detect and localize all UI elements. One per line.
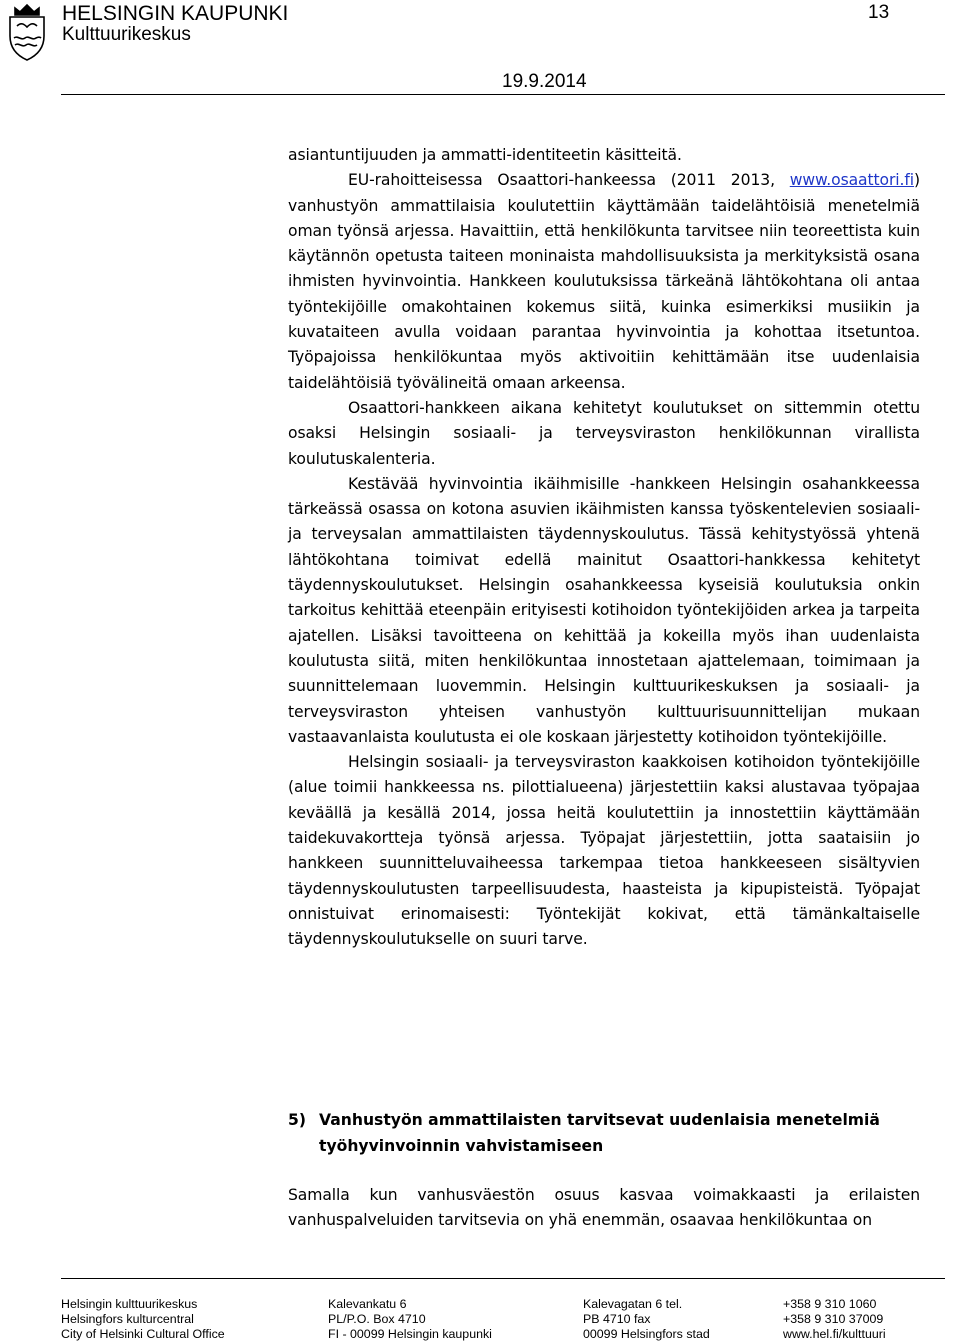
paragraph-training-calendar: Osaattori-hankkeen aikana kehitetyt koulutukset on sittemmin otettu osaksi Helsingin sosiaali- ja terveysviraston henkilökunnan virallista koulutuskalenteria. xyxy=(288,398,920,468)
footer-line: PL/P.O. Box 4710 xyxy=(328,1312,426,1326)
footer-fax: +358 9 310 37009 xyxy=(783,1312,884,1326)
osaattori-link[interactable]: www.osaattori.fi xyxy=(789,171,915,190)
paragraph-text: ) vanhustyön ammattilaisia koulutettiin käyttämään taidelähtöisiä menetelmiä oman työnsä arjessa. Havaittiin, että henkilökunta tarvitsee niin teoreettista kuin käytännön opetusta taiteen moninaista mahdollisuuksista ja merkityksistä osana ihmisten hyvinvointia. Hankkeen koulutuksissa tärkeänä lähtökohtana oli antaa työntekijöille omakohtainen kokemus siitä, kuinka esimerkiksi musiikin ja kuvataiteen avulla voidaan parantaa hyvinvointia ja kohottaa itsetuntoa. Työpajoissa henkilökuntaa myös aktivoitiin kehittämään itse uudenlaisia taidelähtöisiä työvälineitä omaan arkeensa. xyxy=(288,171,920,392)
footer-column-contact xyxy=(783,1297,886,1342)
footer-phone: +358 9 310 1060 xyxy=(783,1297,877,1311)
footer-column-address-fi xyxy=(328,1297,492,1342)
paragraph-osaattori xyxy=(288,168,920,396)
footer-divider xyxy=(61,1278,945,1279)
paragraph-continuation: asiantuntijuuden ja ammatti-identiteetin käsitteitä. xyxy=(288,146,682,164)
header-divider xyxy=(61,94,945,95)
section-text xyxy=(288,1183,920,1234)
paragraph-sustainable-wellbeing: Kestävää hyvinvointia ikäihmisille -hankkeen Helsingin osahankkeessa tärkeässä osassa on kotona asuvien ikäihmisten kanssa työskentelevien sosiaali- ja terveysalan ammattilaisten täydennyskoulutus. Tässä kehitystyössä yhtenä lähtökohtana toimivat edellä mainitut Osaattori-hankkessa kehitetyt täydennyskoulutukset. Helsingin osahankkeessa kyseisiä koulutuksia onkin tarkoitus kehittää eteenpäin erityisesti kotihoidon työntekijöiden arkea ja tarpeita ajatellen. Lisäksi tavoitteena on kehittää ja kokeilla myös ihan uudenlaista koulutusta siitä, miten henkilökuntaa innostetaan ajattelemaan, toimimaan ja suunnittelemaan luovemmin. Helsingin kulttuurikeskuksen ja sosiaali- ja terveysviraston yhteisen vanhustyön kulttuurisuunnittelijan mukaan vastaavanlaista koulutusta ei ole koskaan järjestetty kotihoidon työntekijöille. xyxy=(288,474,920,746)
footer-line: 00099 Helsingfors stad xyxy=(583,1327,710,1341)
footer-column-organization xyxy=(61,1297,225,1342)
body-text xyxy=(288,143,920,953)
paragraph-workshops: Helsingin sosiaali- ja terveysviraston kaakkoisen kotihoidon työntekijöille (alue toimii hankkeessa ns. pilottialueena) järjestettiin kaksi alustavaa työpajaa keväällä ja kesällä 2014, jossa heitä koulutettiin ja innostettiin käyttämään taidekuvakortteja työnsä arjessa. Työpajat järjestettiin, jotta saataisiin jo hankkeen suunnitteluvaiheessa tarkempaa tietoa hankkeeseen sisältyvien täydennyskoulutusten tarpeellisuudesta, haasteista ja kipupisteistä. Työpajat onnistuivat erinomaisesti: Työntekijät kokivat, että tämänkaltaiselle täydennyskoulutukselle on suuri tarve. xyxy=(288,753,920,949)
footer-line: Helsingfors kulturcentral xyxy=(61,1312,194,1326)
footer-line: FI - 00099 Helsingin kaupunki xyxy=(328,1327,492,1341)
document-date: 19.9.2014 xyxy=(502,71,587,92)
section-paragraph: Samalla kun vanhusväestön osuus kasvaa voimakkaasti ja erilaisten vanhuspalveluiden tarvitsevia on yhä enemmän, osaavaa henkilökuntaa on xyxy=(288,1186,920,1230)
footer-website-link[interactable]: www.hel.fi/kulttuuri xyxy=(783,1327,886,1341)
helsinki-crest-icon xyxy=(6,2,48,62)
section-number: 5) xyxy=(288,1111,306,1129)
page-number: 13 xyxy=(868,2,890,23)
footer-line: PB 4710 fax xyxy=(583,1312,651,1326)
footer-line: Kalevagatan 6 tel. xyxy=(583,1297,683,1311)
paragraph-text: EU-rahoitteisessa Osaattori-hankeessa (2011 2013, xyxy=(348,171,790,190)
footer-line: City of Helsinki Cultural Office xyxy=(61,1327,225,1341)
section-heading xyxy=(288,1108,920,1159)
footer-column-address-sv xyxy=(583,1297,710,1342)
organization-unit: Kulttuurikeskus xyxy=(62,24,191,45)
footer-line: Helsingin kulttuurikeskus xyxy=(61,1297,198,1311)
footer-line: Kalevankatu 6 xyxy=(328,1297,407,1311)
section-title: Vanhustyön ammattilaisten tarvitsevat uudenlaisia menetelmiä työhyvinvoinnin vahvistamiseen xyxy=(319,1111,880,1155)
organization-name: HELSINGIN KAUPUNKI xyxy=(62,2,289,25)
